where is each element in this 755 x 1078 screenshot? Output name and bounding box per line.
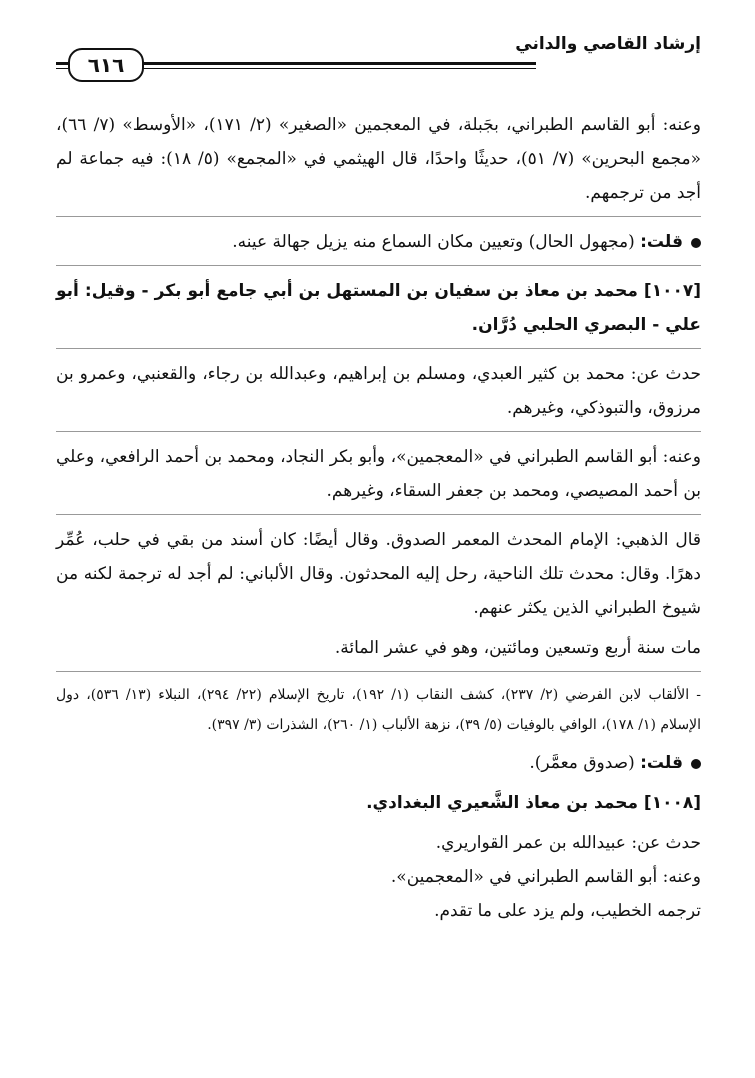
separator — [56, 265, 701, 266]
sources-footnote: - الألقاب لابن الفرضي (٢/ ٢٣٧)، كشف النقاب (١/ ١٩٢)، تاريخ الإسلام (٢٢/ ٢٩٤)، النبلاء (١٣/ ٥٣٦)، دول الإسلام (١/ ١٧٨)، الوافي بالوفيات (٥/ ٣٩)، نزهة الألباب (١/ ٢٦٠)، الشذرات (٣/ ٣٩٧). — [56, 687, 702, 733]
bullet-icon — [691, 238, 701, 248]
paragraph: ترجمه الخطيب، ولم يزد على ما تقدم. — [434, 901, 701, 921]
paragraph: وعنه: أبو القاسم الطبراني، بجَبلة، في المعجمين «الصغير» (٢/ ١٧١)، «الأوسط» (٧/ ٦٦)، «مجمع البحرين» (٧/ ٥١)، حديثًا واحدًا، قال الهيثمي في «المجمع» (٥/ ١٨): فيه جماعة لم أجد من ترجمهم. — [56, 115, 701, 203]
paragraph: وعنه: أبو القاسم الطبراني في «المعجمين»، وأبو بكر النجاد، ومحمد بن أحمد الرافعي، وعلي بن أحمد المصيصي، ومحمد بن جعفر السقاء، وغيرهم. — [56, 447, 701, 501]
note-line — [56, 746, 701, 780]
note-label: قلت: — [640, 753, 683, 773]
note-text: (مجهول الحال) وتعيين مكان السماع منه يزيل جهالة عينه. — [232, 232, 635, 252]
separator — [56, 431, 701, 432]
paragraph: حدث عن: عبيدالله بن عمر القواريري. — [435, 833, 701, 853]
entry-heading: [١٠٠٨] محمد بن معاذ الشَّعيري البغدادي. — [366, 793, 701, 813]
running-title: إرشاد القاصي والداني — [515, 34, 701, 54]
separator — [56, 216, 701, 217]
entry-heading: [١٠٠٧] محمد بن معاذ بن سفيان بن المستهل بن أبي جامع أبو بكر - وقيل: أبو علي - البصري الحلبي دُرَّان. — [56, 281, 701, 335]
page-header — [56, 28, 701, 78]
separator — [56, 671, 701, 672]
note-text: (صدوق معمَّر). — [529, 753, 635, 773]
note-line — [56, 225, 701, 259]
paragraph: حدث عن: محمد بن كثير العبدي، ومسلم بن إبراهيم، وعبدالله بن رجاء، والقعنبي، وعمرو بن مرزوق، والتبوذكي، وغيرهم. — [56, 364, 701, 418]
separator — [56, 348, 701, 349]
paragraph: قال الذهبي: الإمام المحدث المعمر الصدوق. وقال أيضًا: كان أسند من بقي في حلب، عُمِّر دهرًا. وقال: محدث تلك الناحية، رحل إليه المحدثون. وقال الألباني: لم أجد له ترجمة لكنه من شيوخ الطبراني الذين يكثر عنهم. — [56, 530, 701, 618]
paragraph: وعنه: أبو القاسم الطبراني في «المعجمين». — [390, 867, 701, 887]
bullet-icon — [691, 759, 701, 769]
separator — [56, 514, 701, 515]
page-number: ٦١٦ — [68, 48, 144, 82]
paragraph: مات سنة أربع وتسعين ومائتين، وهو في عشر المائة. — [334, 638, 701, 658]
page-body — [56, 108, 701, 928]
note-label: قلت: — [640, 232, 683, 252]
